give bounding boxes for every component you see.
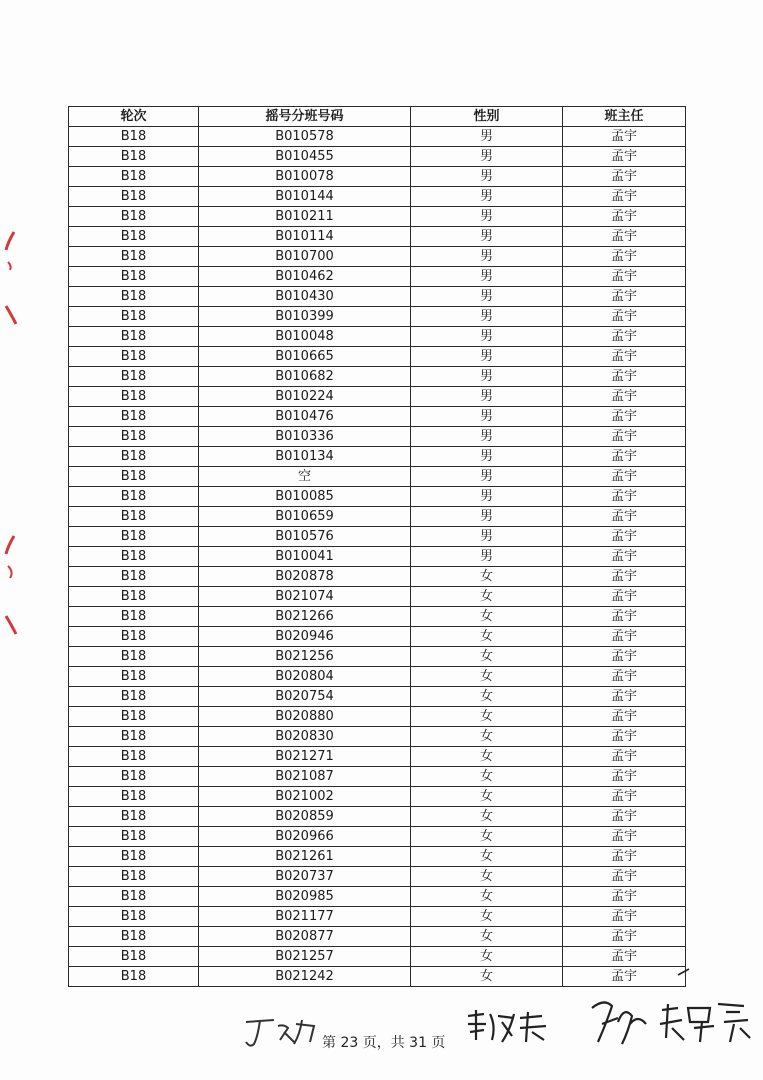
- table-row: [69, 187, 686, 207]
- table-row: [69, 227, 686, 247]
- cell-head-teacher: 孟宇: [563, 547, 686, 567]
- cell-lottery-number: B010114: [199, 227, 411, 247]
- cell-lottery-number: B010224: [199, 387, 411, 407]
- cell-lottery-number: B010578: [199, 127, 411, 147]
- cell-gender: 男: [411, 227, 563, 247]
- cell-gender: 男: [411, 427, 563, 447]
- cell-lottery-number: B020804: [199, 667, 411, 687]
- cell-round: B18: [69, 607, 199, 627]
- cell-head-teacher: 孟宇: [563, 587, 686, 607]
- table-row: [69, 927, 686, 947]
- cell-head-teacher: 孟宇: [563, 387, 686, 407]
- page-footer: [0, 1028, 763, 1058]
- cell-gender: 女: [411, 687, 563, 707]
- cell-lottery-number: B010682: [199, 367, 411, 387]
- signature-left: [240, 1014, 320, 1050]
- cell-gender: 男: [411, 167, 563, 187]
- cell-lottery-number: B020878: [199, 567, 411, 587]
- cell-round: B18: [69, 367, 199, 387]
- table-header-row: [69, 107, 686, 127]
- cell-gender: 女: [411, 727, 563, 747]
- table-row: [69, 207, 686, 227]
- cell-gender: 男: [411, 187, 563, 207]
- table-row: [69, 367, 686, 387]
- cell-round: B18: [69, 587, 199, 607]
- table-row: [69, 327, 686, 347]
- cell-head-teacher: 孟宇: [563, 847, 686, 867]
- cell-lottery-number: B010336: [199, 427, 411, 447]
- header-lottery-number: 摇号分班号码: [199, 107, 411, 127]
- table-row: [69, 387, 686, 407]
- cell-head-teacher: 孟宇: [563, 327, 686, 347]
- cell-head-teacher: 孟宇: [563, 367, 686, 387]
- cell-gender: 女: [411, 927, 563, 947]
- cell-lottery-number: B010041: [199, 547, 411, 567]
- table-row: [69, 447, 686, 467]
- cell-head-teacher: 孟宇: [563, 867, 686, 887]
- table-row: [69, 667, 686, 687]
- cell-round: B18: [69, 867, 199, 887]
- cell-gender: 男: [411, 547, 563, 567]
- cell-head-teacher: 孟宇: [563, 907, 686, 927]
- table-row: [69, 727, 686, 747]
- signature-right: [584, 994, 754, 1050]
- cell-round: B18: [69, 787, 199, 807]
- cell-gender: 女: [411, 967, 563, 987]
- cell-gender: 女: [411, 707, 563, 727]
- cell-lottery-number: B021002: [199, 787, 411, 807]
- cell-gender: 女: [411, 947, 563, 967]
- cell-gender: 女: [411, 827, 563, 847]
- cell-lottery-number: B020754: [199, 687, 411, 707]
- cell-round: B18: [69, 247, 199, 267]
- table-row: [69, 467, 686, 487]
- cell-gender: 男: [411, 447, 563, 467]
- cell-head-teacher: 孟宇: [563, 247, 686, 267]
- cell-lottery-number: B020985: [199, 887, 411, 907]
- cell-gender: 男: [411, 207, 563, 227]
- cell-gender: 男: [411, 407, 563, 427]
- cell-lottery-number: B010048: [199, 327, 411, 347]
- table-row: [69, 887, 686, 907]
- cell-round: B18: [69, 207, 199, 227]
- table-row: [69, 627, 686, 647]
- cell-round: B18: [69, 407, 199, 427]
- table-row: [69, 867, 686, 887]
- cell-round: B18: [69, 827, 199, 847]
- cell-head-teacher: 孟宇: [563, 787, 686, 807]
- cell-gender: 女: [411, 767, 563, 787]
- cell-round: B18: [69, 807, 199, 827]
- class-assignment-table: [68, 106, 686, 987]
- cell-head-teacher: 孟宇: [563, 667, 686, 687]
- table-row: [69, 307, 686, 327]
- cell-gender: 女: [411, 567, 563, 587]
- table-row: [69, 527, 686, 547]
- cell-round: B18: [69, 627, 199, 647]
- table-row: [69, 427, 686, 447]
- cell-gender: 女: [411, 747, 563, 767]
- table-row: [69, 287, 686, 307]
- table-row: [69, 967, 686, 987]
- cell-head-teacher: 孟宇: [563, 767, 686, 787]
- table-row: [69, 647, 686, 667]
- table-row: [69, 347, 686, 367]
- cell-lottery-number: B010659: [199, 507, 411, 527]
- cell-round: B18: [69, 847, 199, 867]
- cell-round: B18: [69, 967, 199, 987]
- cell-lottery-number: B021087: [199, 767, 411, 787]
- cell-round: B18: [69, 127, 199, 147]
- cell-round: B18: [69, 747, 199, 767]
- table-row: [69, 507, 686, 527]
- cell-lottery-number: B020966: [199, 827, 411, 847]
- cell-head-teacher: 孟宇: [563, 947, 686, 967]
- table-row: [69, 547, 686, 567]
- table-row: [69, 767, 686, 787]
- seal-fragment-lower: [0, 530, 20, 640]
- cell-head-teacher: 孟宇: [563, 747, 686, 767]
- cell-head-teacher: 孟宇: [563, 627, 686, 647]
- cell-head-teacher: 孟宇: [563, 687, 686, 707]
- table-row: [69, 567, 686, 587]
- cell-head-teacher: 孟宇: [563, 307, 686, 327]
- cell-head-teacher: 孟宇: [563, 167, 686, 187]
- table-row: [69, 587, 686, 607]
- cell-round: B18: [69, 187, 199, 207]
- table-row: [69, 787, 686, 807]
- cell-gender: 男: [411, 367, 563, 387]
- cell-round: B18: [69, 327, 199, 347]
- cell-round: B18: [69, 147, 199, 167]
- header-gender: 性别: [411, 107, 563, 127]
- cell-gender: 男: [411, 147, 563, 167]
- table-row: [69, 847, 686, 867]
- cell-lottery-number: B010144: [199, 187, 411, 207]
- cell-lottery-number: B021271: [199, 747, 411, 767]
- cell-head-teacher: 孟宇: [563, 487, 686, 507]
- cell-round: B18: [69, 767, 199, 787]
- cell-lottery-number: B020859: [199, 807, 411, 827]
- table-row: [69, 267, 686, 287]
- cell-lottery-number: B010462: [199, 267, 411, 287]
- cell-gender: 男: [411, 327, 563, 347]
- cell-round: B18: [69, 947, 199, 967]
- header-head-teacher: 班主任: [563, 107, 686, 127]
- cell-lottery-number: B010665: [199, 347, 411, 367]
- cell-gender: 女: [411, 867, 563, 887]
- table-row: [69, 687, 686, 707]
- table-row: [69, 147, 686, 167]
- cell-head-teacher: 孟宇: [563, 507, 686, 527]
- table-row: [69, 807, 686, 827]
- cell-round: B18: [69, 467, 199, 487]
- cell-gender: 男: [411, 347, 563, 367]
- cell-lottery-number: B010078: [199, 167, 411, 187]
- cell-lottery-number: B021256: [199, 647, 411, 667]
- cell-lottery-number: B021177: [199, 907, 411, 927]
- cell-round: B18: [69, 447, 199, 467]
- cell-head-teacher: 孟宇: [563, 267, 686, 287]
- cell-head-teacher: 孟宇: [563, 707, 686, 727]
- header-round: 轮次: [69, 107, 199, 127]
- cell-gender: 女: [411, 887, 563, 907]
- cell-round: B18: [69, 687, 199, 707]
- cell-head-teacher: 孟宇: [563, 567, 686, 587]
- cell-head-teacher: 孟宇: [563, 887, 686, 907]
- cell-round: B18: [69, 167, 199, 187]
- cell-round: B18: [69, 227, 199, 247]
- cell-gender: 男: [411, 287, 563, 307]
- cell-lottery-number: B020830: [199, 727, 411, 747]
- cell-head-teacher: 孟宇: [563, 827, 686, 847]
- cell-round: B18: [69, 727, 199, 747]
- cell-head-teacher: 孟宇: [563, 807, 686, 827]
- cell-round: B18: [69, 887, 199, 907]
- cell-head-teacher: 孟宇: [563, 927, 686, 947]
- cell-gender: 女: [411, 847, 563, 867]
- cell-round: B18: [69, 347, 199, 367]
- table-row: [69, 907, 686, 927]
- cell-lottery-number: B021074: [199, 587, 411, 607]
- cell-lottery-number: B010134: [199, 447, 411, 467]
- cell-head-teacher: 孟宇: [563, 207, 686, 227]
- cell-gender: 男: [411, 307, 563, 327]
- cell-head-teacher: 孟宇: [563, 427, 686, 447]
- cell-lottery-number: B010211: [199, 207, 411, 227]
- cell-round: B18: [69, 707, 199, 727]
- page-number: 第 23 页，共 31 页: [322, 1035, 446, 1051]
- cell-lottery-number: B021261: [199, 847, 411, 867]
- cell-head-teacher: 孟宇: [563, 727, 686, 747]
- cell-head-teacher: 孟宇: [563, 127, 686, 147]
- cell-round: B18: [69, 427, 199, 447]
- cell-gender: 女: [411, 627, 563, 647]
- cell-gender: 男: [411, 267, 563, 287]
- cell-gender: 女: [411, 647, 563, 667]
- cell-head-teacher: 孟宇: [563, 607, 686, 627]
- cell-gender: 女: [411, 907, 563, 927]
- cell-head-teacher: 孟宇: [563, 407, 686, 427]
- seal-fragment-upper: [0, 228, 20, 328]
- cell-round: B18: [69, 667, 199, 687]
- cell-lottery-number: B021266: [199, 607, 411, 627]
- table-row: [69, 947, 686, 967]
- cell-lottery-number: 空: [199, 467, 411, 487]
- cell-head-teacher: 孟宇: [563, 227, 686, 247]
- cell-round: B18: [69, 907, 199, 927]
- table-row: [69, 747, 686, 767]
- cell-round: B18: [69, 507, 199, 527]
- cell-head-teacher: 孟宇: [563, 347, 686, 367]
- cell-round: B18: [69, 387, 199, 407]
- cell-round: B18: [69, 527, 199, 547]
- cell-round: B18: [69, 287, 199, 307]
- cell-head-teacher: 孟宇: [563, 447, 686, 467]
- cell-lottery-number: B010576: [199, 527, 411, 547]
- cell-lottery-number: B020880: [199, 707, 411, 727]
- cell-round: B18: [69, 927, 199, 947]
- cell-head-teacher: 孟宇: [563, 467, 686, 487]
- cell-lottery-number: B021257: [199, 947, 411, 967]
- cell-gender: 女: [411, 787, 563, 807]
- cell-round: B18: [69, 267, 199, 287]
- signature-middle: [462, 1006, 552, 1048]
- cell-gender: 男: [411, 387, 563, 407]
- cell-head-teacher: 孟宇: [563, 187, 686, 207]
- cell-lottery-number: B010700: [199, 247, 411, 267]
- table-row: [69, 707, 686, 727]
- cell-lottery-number: B010476: [199, 407, 411, 427]
- cell-gender: 女: [411, 587, 563, 607]
- cell-round: B18: [69, 647, 199, 667]
- table-row: [69, 127, 686, 147]
- cell-gender: 男: [411, 487, 563, 507]
- cell-gender: 男: [411, 467, 563, 487]
- cell-gender: 女: [411, 807, 563, 827]
- cell-round: B18: [69, 547, 199, 567]
- check-tick-mark: [676, 967, 692, 977]
- cell-gender: 男: [411, 527, 563, 547]
- cell-round: B18: [69, 567, 199, 587]
- cell-gender: 男: [411, 507, 563, 527]
- cell-lottery-number: B020877: [199, 927, 411, 947]
- table-row: [69, 407, 686, 427]
- cell-lottery-number: B010430: [199, 287, 411, 307]
- table-row: [69, 607, 686, 627]
- cell-head-teacher: 孟宇: [563, 287, 686, 307]
- cell-lottery-number: B010455: [199, 147, 411, 167]
- table-row: [69, 487, 686, 507]
- table-row: [69, 167, 686, 187]
- cell-lottery-number: B020737: [199, 867, 411, 887]
- cell-head-teacher: 孟宇: [563, 527, 686, 547]
- cell-gender: 男: [411, 247, 563, 267]
- table-row: [69, 827, 686, 847]
- table-row: [69, 247, 686, 267]
- cell-lottery-number: B010085: [199, 487, 411, 507]
- cell-lottery-number: B010399: [199, 307, 411, 327]
- cell-round: B18: [69, 307, 199, 327]
- cell-head-teacher: 孟宇: [563, 967, 686, 987]
- cell-lottery-number: B021242: [199, 967, 411, 987]
- cell-gender: 女: [411, 607, 563, 627]
- cell-gender: 男: [411, 127, 563, 147]
- cell-round: B18: [69, 487, 199, 507]
- cell-head-teacher: 孟宇: [563, 147, 686, 167]
- cell-head-teacher: 孟宇: [563, 647, 686, 667]
- cell-lottery-number: B020946: [199, 627, 411, 647]
- cell-gender: 女: [411, 667, 563, 687]
